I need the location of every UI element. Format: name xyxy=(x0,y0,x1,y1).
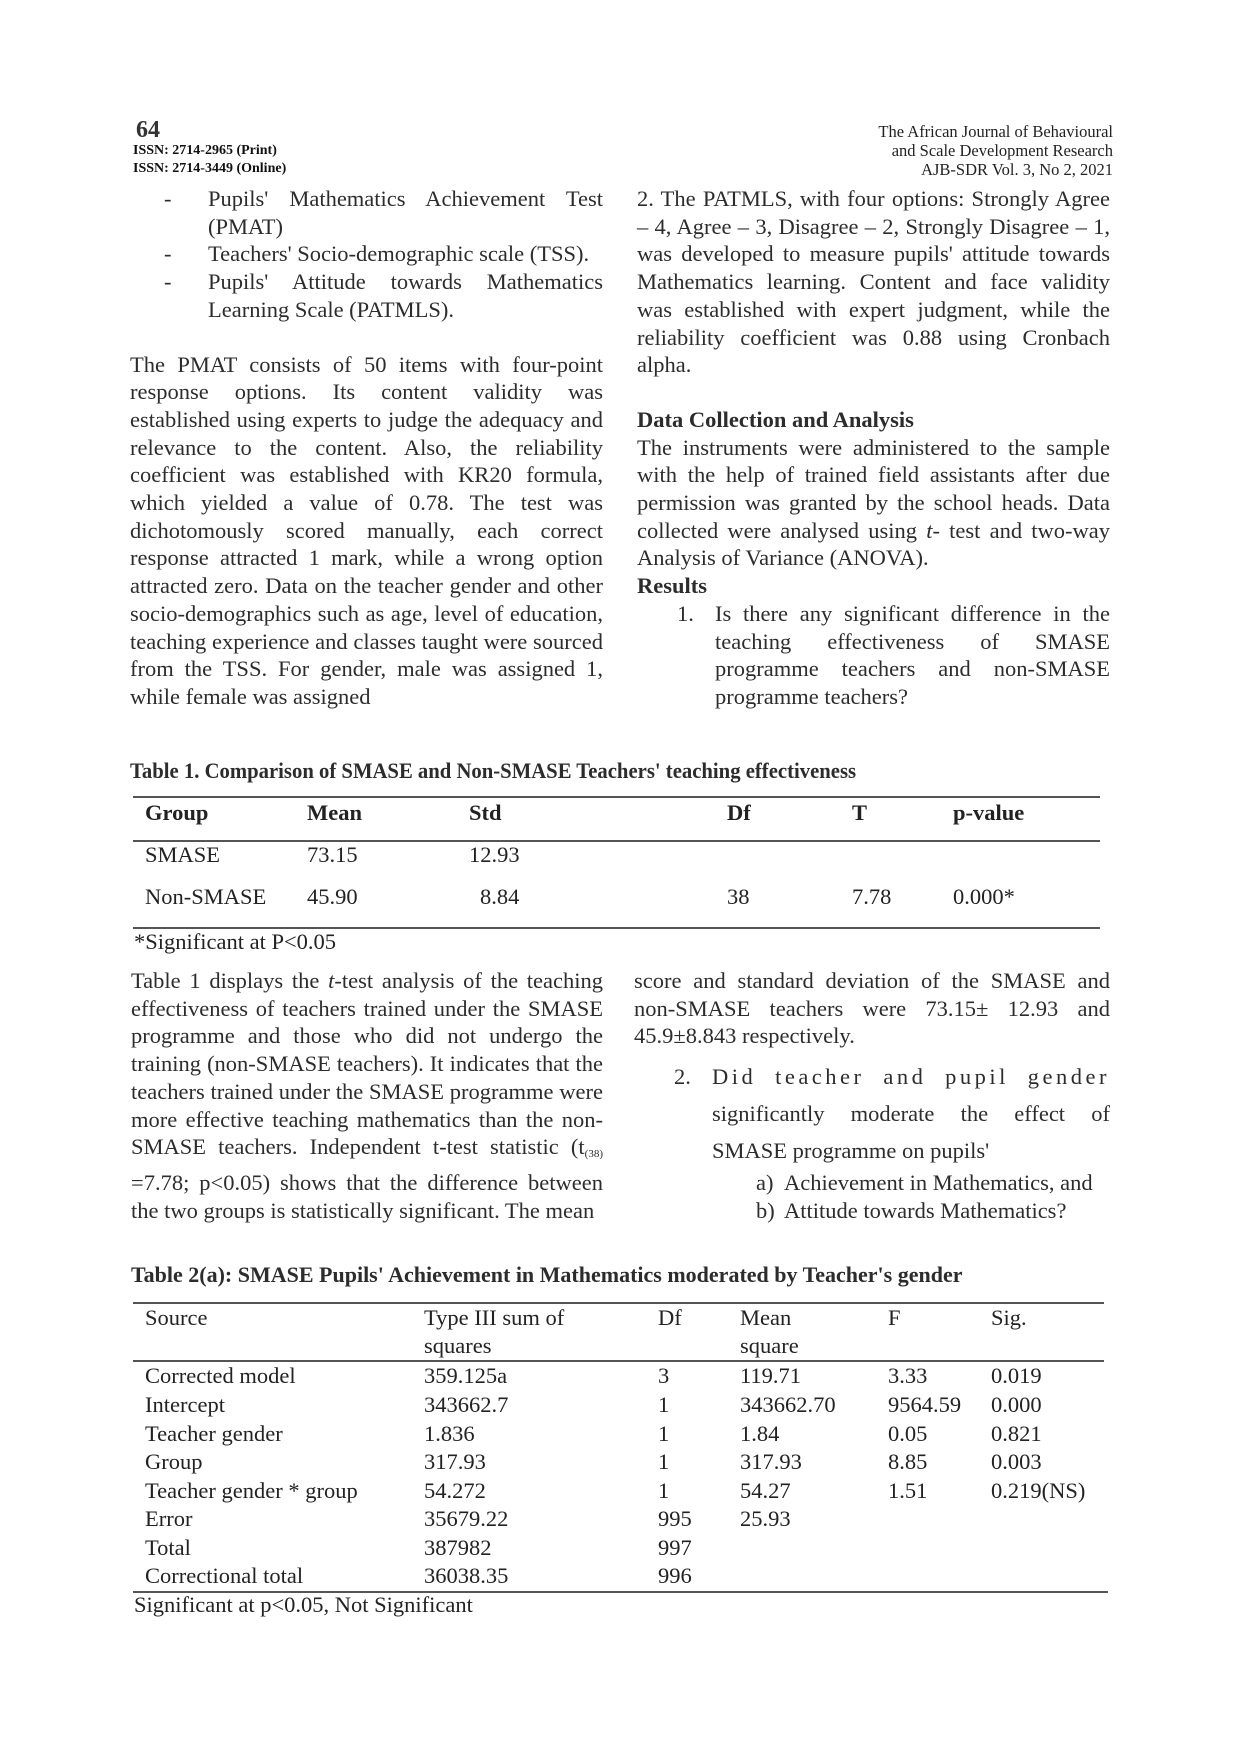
table2a-header-sig: Sig. xyxy=(991,1305,1027,1330)
discussion-left xyxy=(131,967,603,1224)
table2a-cell: 1 xyxy=(658,1421,670,1446)
table2a-cell: 1 xyxy=(658,1478,670,1503)
data-collection-paragraph xyxy=(637,434,1110,573)
table1-header-mean: Mean xyxy=(307,800,362,825)
instrument-bullet xyxy=(130,240,603,268)
table2a-cell: Total xyxy=(145,1535,191,1560)
data-collection-text: The instruments were administered to the sample with the help of trained field assistants after due permission was granted by the school heads. Data collected were analysed using xyxy=(637,434,1110,543)
table2a-cell: Correctional total xyxy=(145,1563,304,1588)
table2a-header-ss: Type III sum of squares xyxy=(424,1305,565,1358)
issn-print: ISSN: 2714-2965 (Print) xyxy=(133,143,277,158)
table2a-header-source: Source xyxy=(145,1305,208,1330)
table2a-cell: 1.836 xyxy=(424,1421,475,1446)
table1-cell: Non-SMASE xyxy=(145,884,267,909)
table2a-cell: 0.821 xyxy=(991,1421,1042,1446)
table1-header-group: Group xyxy=(145,800,209,825)
table2a-cell: 997 xyxy=(658,1535,692,1560)
sub-question-a xyxy=(634,1169,1110,1197)
table2a-cell: Group xyxy=(145,1449,203,1474)
table2a-cell: 387982 xyxy=(424,1535,492,1560)
right-column-top xyxy=(637,185,1110,711)
table1-header-rule xyxy=(133,840,1100,842)
bullet-dash: - xyxy=(164,186,172,211)
table2a-top-rule xyxy=(133,1302,1104,1304)
issn-online: ISSN: 2714-3449 (Online) xyxy=(133,161,287,176)
table2a-cell: Corrected model xyxy=(145,1363,296,1388)
table2a-cell: 8.85 xyxy=(888,1449,928,1474)
table2a-cell: 54.272 xyxy=(424,1478,486,1503)
journal-name-line2: and Scale Development Research xyxy=(891,141,1113,160)
discussion-text: -test analysis of the teaching effectiveness of teachers trained under the SMASE programme and those who did not undergo the training (non-SMASE teachers). It indicates that the teachers trained under the SMASE programme were more effective teaching mathematics than the non-SMASE teachers. Independent t-test statistic (t xyxy=(131,968,604,1160)
table2a-cell: 0.000 xyxy=(991,1392,1042,1417)
research-question-2 xyxy=(634,1058,1110,1169)
table2a-cell: Error xyxy=(145,1506,193,1531)
discussion-text: Table 1 displays the xyxy=(131,968,329,993)
table2a-cell: 3 xyxy=(658,1363,670,1388)
t-italic: t xyxy=(328,968,335,993)
table1-cell: 38 xyxy=(727,884,750,909)
bullet-dash: - xyxy=(164,269,172,295)
table1-note: *Significant at P<0.05 xyxy=(134,929,337,954)
sub-text: Achievement in Mathematics, and xyxy=(784,1170,1093,1196)
table2a-cell: 317.93 xyxy=(424,1449,486,1474)
instrument-bullet xyxy=(130,185,603,240)
table2a-cell: 0.003 xyxy=(991,1449,1042,1474)
table1-cell: 0.000* xyxy=(953,884,1015,909)
sub-text: Attitude towards Mathematics? xyxy=(784,1197,1067,1223)
table2a-header-f: F xyxy=(888,1305,901,1330)
table2a-cell: 995 xyxy=(658,1506,692,1531)
table2a-cell: 343662.7 xyxy=(424,1392,509,1417)
table1-cell: SMASE xyxy=(145,842,221,867)
research-question-1 xyxy=(637,600,1110,711)
sub-label: a) xyxy=(756,1170,774,1196)
table2a-header-ms: Mean square xyxy=(740,1305,799,1358)
table2a-cell: Intercept xyxy=(145,1392,225,1417)
question-text-line: significantly moderate the effect of xyxy=(712,1101,1110,1127)
table1-cell: 12.93 xyxy=(469,842,520,867)
sub-label: b) xyxy=(756,1197,775,1223)
bullet-dash: - xyxy=(164,241,172,267)
table1-cell: 73.15 xyxy=(307,842,358,867)
sub-question-b xyxy=(634,1197,1110,1225)
question-number: 2. xyxy=(674,1064,691,1090)
data-collection-heading: Data Collection and Analysis xyxy=(637,406,914,432)
pmat-paragraph: The PMAT consists of 50 items with four-point response options. Its content validity was established using experts to judge the adequacy and relevance to the content. Also, the reliability coefficient was established with KR20 formula, which yielded a value of 0.78. The test was dichotomously scored manually, each correct response attracted 1 mark, while a wrong option attracted zero. Data on the teacher gender and other socio-demographics such as age, level of education, teaching experience and classes taught were sourced from the TSS. For gender, male was assigned 1, while female was assigned xyxy=(130,351,603,709)
discussion-text: =7.78; p<0.05) shows that the difference between the two groups is statistically significant. The mean xyxy=(131,1169,603,1223)
table2a-cell: Teacher gender xyxy=(145,1421,283,1446)
table2a-header-df: Df xyxy=(658,1305,682,1330)
df-subscript: (38) xyxy=(584,1148,603,1161)
bullet-text: Pupils' Attitude towards Mathematics Learning Scale (PATMLS). xyxy=(208,269,603,322)
data-collection-text: - test and two-way Analysis of Variance (ANOVA). xyxy=(637,517,1111,571)
table2a-cell: 35679.22 xyxy=(424,1506,509,1531)
mean-std-text: score and standard deviation of the SMASE and non-SMASE teachers were 73.15± 12.93 and 45.9±8.843 respectively. xyxy=(634,968,1110,1049)
table1-header-std: Std xyxy=(469,800,502,825)
table1-header-pvalue: p-value xyxy=(953,800,1025,825)
discussion-right xyxy=(634,967,1110,1225)
question-text: Is there any significant difference in the teaching effectiveness of SMASE programme teachers and non-SMASE programme teachers? xyxy=(715,600,1110,709)
t-italic: t xyxy=(926,517,933,543)
table2a-cell: 359.125a xyxy=(424,1363,508,1388)
table2a-note: Significant at p<0.05, Not Significant xyxy=(134,1592,473,1617)
table2a-cell: 0.05 xyxy=(888,1421,928,1446)
table1-header-t: T xyxy=(852,800,868,825)
table2a-cell: 317.93 xyxy=(740,1449,802,1474)
table2a-cell: 1 xyxy=(658,1392,670,1417)
question-text-line: SMASE programme on pupils' xyxy=(712,1138,990,1164)
table2a-cell: 1.51 xyxy=(888,1478,928,1503)
table2a-cell: 9564.59 xyxy=(888,1392,962,1417)
table2a-cell: 343662.70 xyxy=(740,1392,836,1417)
table2a-cell: 996 xyxy=(658,1563,692,1588)
table1-cell: 45.90 xyxy=(307,884,358,909)
patmls-paragraph: 2. The PATMLS, with four options: Strongly Agree – 4, Agree – 3, Disagree – 2, Strongly Disagree – 1, was developed to measure pupils' attitude towards Mathematics learning. Content and face validity was established with expert judgment, while the reliability coefficient was 0.88 using Cronbach alpha. xyxy=(637,186,1110,378)
page-number: 64 xyxy=(136,117,160,143)
journal-volume: AJB-SDR Vol. 3, No 2, 2021 xyxy=(921,160,1113,179)
table2a-cell: 54.27 xyxy=(740,1478,791,1503)
left-column-top xyxy=(130,185,603,711)
table2a-cell: 0.019 xyxy=(991,1363,1042,1388)
table2a-cell: 1.84 xyxy=(740,1421,780,1446)
table1-title: Table 1. Comparison of SMASE and Non-SMASE Teachers' teaching effectiveness xyxy=(130,758,857,783)
bullet-text: Teachers' Socio-demographic scale (TSS). xyxy=(208,241,590,267)
table2a-cell: 36038.35 xyxy=(424,1563,509,1588)
instrument-bullet xyxy=(130,268,603,323)
table2a-cell: 1 xyxy=(658,1449,670,1474)
table2a-title: Table 2(a): SMASE Pupils' Achievement in Mathematics moderated by Teacher's gender xyxy=(131,1262,963,1287)
bullet-text: Pupils' Mathematics Achievement Test (PMAT) xyxy=(208,186,603,239)
table1-header-df: Df xyxy=(727,800,751,825)
results-heading: Results xyxy=(637,573,708,599)
table2a-cell: 0.219(NS) xyxy=(991,1478,1086,1503)
table1-cell: 8.84 xyxy=(480,884,520,909)
table2a-cell: 3.33 xyxy=(888,1363,928,1388)
table2a-cell: Teacher gender * group xyxy=(145,1478,358,1503)
journal-name-line1: The African Journal of Behavioural xyxy=(878,122,1113,141)
table1-discussion xyxy=(131,967,603,1224)
table2a-cell: 119.71 xyxy=(740,1363,802,1388)
question-text-line: Did teacher and pupil gender xyxy=(712,1064,1110,1090)
table2a-cell: 25.93 xyxy=(740,1506,791,1531)
table1-cell: 7.78 xyxy=(852,884,892,909)
journal-info xyxy=(878,122,1113,179)
question-number: 1. xyxy=(677,600,694,626)
table1-top-rule xyxy=(133,796,1100,798)
